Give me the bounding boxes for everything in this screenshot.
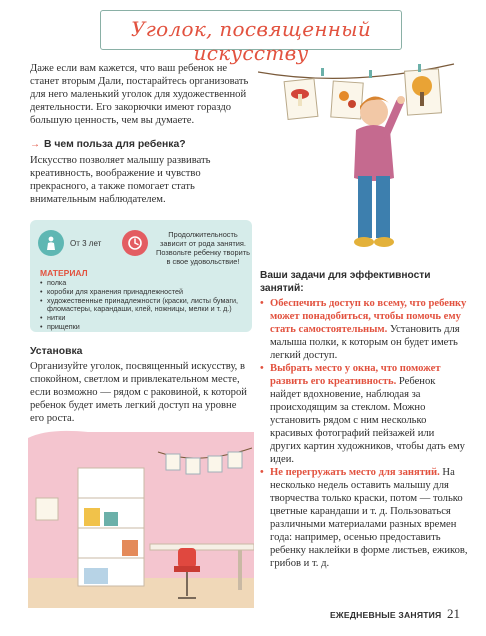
age-label: От 3 лет bbox=[70, 238, 102, 248]
child-figure bbox=[354, 96, 405, 247]
left-column bbox=[30, 62, 252, 206]
boy-hanging-drawings-illustration bbox=[258, 58, 458, 258]
material-item: • нитки bbox=[40, 314, 246, 323]
footer-section-label: ЕЖЕДНЕВНЫЕ ЗАНЯТИЯ bbox=[330, 610, 442, 620]
right-column bbox=[260, 270, 468, 570]
tasks-list bbox=[260, 297, 468, 570]
arrow-right-icon: → bbox=[30, 139, 40, 150]
child-icon bbox=[38, 230, 64, 256]
material-list bbox=[40, 279, 246, 332]
age-info bbox=[38, 230, 101, 256]
task-text: Установить для малыша полки, к которым он будет иметь легкий доступ. bbox=[270, 324, 460, 361]
benefit-paragraph: Искусство позволяет малышу развивать креативность, воображение и чувство прекрасного, а также помогает стать внимательным наблюдателем. bbox=[30, 155, 211, 205]
material-item: • полка bbox=[40, 279, 246, 288]
material-item: • художественные принадлежности (краски, листы бумаги, фломастеры, карандаши, клей, ножницы, мелки и т. д.) bbox=[40, 297, 246, 315]
duration-label: Продолжительность зависит от рода занятия. Позвольте ребенку творить в свое удовольствие! bbox=[156, 230, 250, 266]
task-emphasis: Обеспечить доступ ко всему, что ребенку может понадобиться, чтобы помочь ему стать самостоятельным. bbox=[270, 298, 467, 335]
task-text: На несколько недель оставить малышу для творчества только краски, потом — только цветные карандаши и т. д. Пользоваться различными материалами разных времен года: например, осенью предоставить ребенку наклейки в форме листьев, ежиков, грибов и т. д. bbox=[270, 467, 468, 569]
task-text: Ребенок найдет вдохновение, наблюдая за происходящим за стеклом. Можно установить рядом с ним несколько красивых фотографий пейзажей или других картин художников, чтобы дать ему идеи. bbox=[270, 376, 465, 465]
drawing-mushroom bbox=[284, 79, 318, 120]
benefit-heading bbox=[30, 139, 252, 150]
clock-icon bbox=[122, 230, 148, 256]
page-title: Уголок, посвященный искусству bbox=[130, 17, 372, 65]
task-item bbox=[260, 362, 468, 466]
info-box bbox=[30, 220, 252, 332]
page-number: 21 bbox=[447, 606, 460, 621]
task-item bbox=[260, 466, 468, 570]
material-item: • прищепки bbox=[40, 323, 246, 332]
title-banner bbox=[100, 10, 402, 65]
task-emphasis: Не перегружать место для занятий. bbox=[270, 467, 440, 478]
duration-info bbox=[122, 230, 252, 266]
art-corner-room-illustration bbox=[28, 428, 254, 608]
task-emphasis: Выбрать место у окна, что поможет развить его креативность. bbox=[270, 363, 441, 387]
setup-heading: Установка bbox=[30, 346, 83, 357]
drawing-leaves bbox=[331, 81, 363, 119]
setup-paragraph: Организуйте уголок, посвященный искусству, в спокойном, светлом и привлекательном месте, если возможно — рядом с раковиной, к которой ребенок будет иметь легкий доступ на уровне его роста. bbox=[30, 361, 247, 424]
task-item bbox=[260, 297, 468, 362]
material-item: • коробки для хранения принадлежностей bbox=[40, 288, 246, 297]
shelf-unit bbox=[78, 468, 144, 586]
tasks-heading: Ваши задачи для эффективности занятий: bbox=[260, 270, 431, 294]
benefit-heading-text: В чем польза для ребенка? bbox=[44, 139, 186, 150]
material-title: МАТЕРИАЛ bbox=[40, 268, 88, 278]
intro-paragraph: Даже если вам кажется, что ваш ребенок не станет вторым Дали, постарайтесь организовать для него маленький уголок для художественной деятельности. Его закорючки имеют гораздо большую ценность, чем вы думаете. bbox=[30, 63, 249, 126]
drawing-tree bbox=[405, 69, 442, 115]
